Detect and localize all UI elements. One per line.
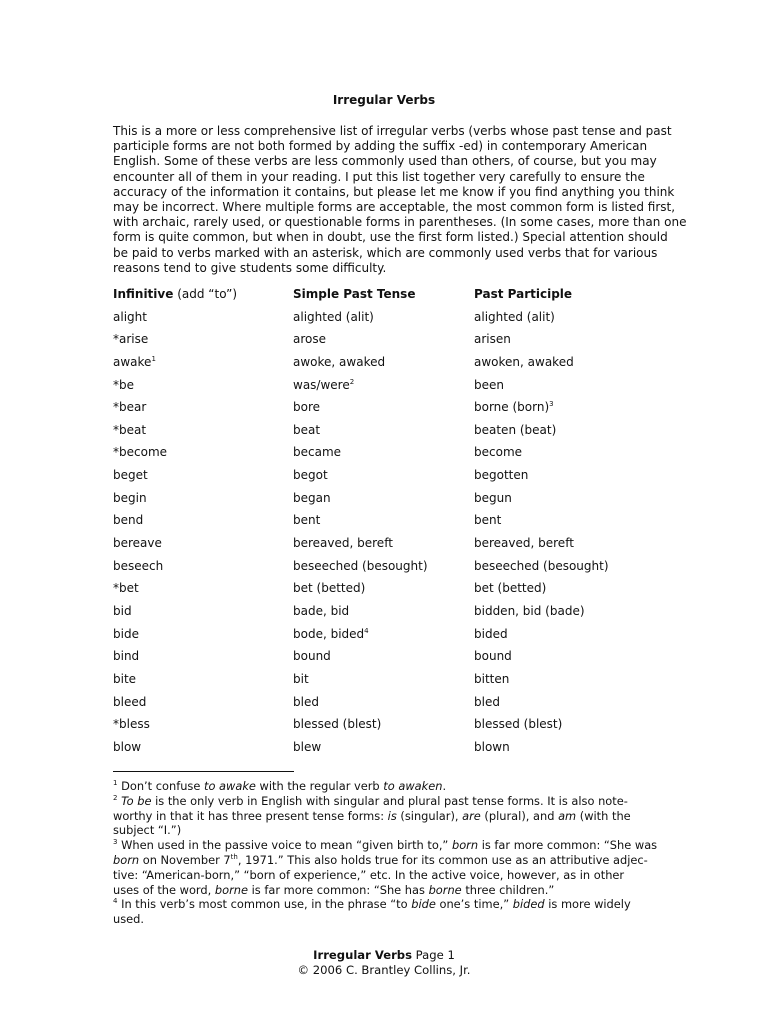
infinitive-cell: bide [113, 626, 139, 641]
past-participle-cell: bereaved, bereft [474, 536, 574, 551]
footnote-4: $^4$ In this verb’s most common use, in the phrase “to bide one’s time,” bided is more widely [113, 897, 631, 912]
footer-copyright: © 2006 C. Brantley Collins, Jr. [297, 962, 471, 977]
simple-past-cell: bled [293, 694, 319, 709]
table-row [113, 468, 673, 491]
intro-line: This is a more or less comprehensive list of irregular verbs (verbs whose past tense and past [113, 124, 672, 138]
header-infinitive: Infinitive (add “to”) [113, 287, 238, 301]
footnote-2-line: subject “I.”) [113, 823, 182, 838]
simple-past-cell: beat [293, 422, 321, 437]
past-participle-cell: beseeched (besought) [474, 558, 609, 573]
simple-past-cell: bent [293, 513, 321, 528]
simple-past-cell: alighted (alit) [293, 309, 374, 324]
intro-paragraph [113, 124, 687, 276]
simple-past-cell: began [293, 490, 331, 505]
intro-line: encounter all of them in your reading. I put this list together very carefully to ensure the [113, 169, 645, 184]
infinitive-cell: *bear [113, 400, 147, 415]
past-participle-cell: arisen [474, 332, 511, 347]
table-row [113, 717, 673, 740]
page-title: Irregular Verbs [332, 93, 436, 107]
footer-page-label: Irregular Verbs Page 1 [313, 948, 455, 962]
past-participle-cell: bet (betted) [474, 581, 547, 596]
simple-past-cell: awoke, awaked [293, 354, 386, 369]
simple-past-cell: beseeched (besought) [293, 558, 428, 573]
table-row [113, 513, 673, 536]
footnote-2-line: worthy in that it has three present tense forms: is (singular), are (plural), and am (with the [113, 808, 631, 823]
table-row [113, 672, 673, 695]
intro-line: participle forms are not both formed by adding the suffix -ed) in contemporary American [113, 139, 648, 154]
table-row [113, 649, 673, 672]
infinitive-cell: bereave [113, 536, 162, 551]
infinitive-cell: begin [113, 490, 147, 505]
table-row [113, 581, 673, 604]
past-participle-cell: become [474, 445, 523, 460]
infinitive-cell: awake$^1$ [113, 354, 156, 369]
table-row [113, 378, 673, 401]
footnote-3-line: born on November 7th, 1971.” This also holds true for its common use as an attributive adjec- [113, 852, 648, 867]
table-row [113, 310, 673, 333]
footnote-ref: 1 [151, 354, 156, 363]
simple-past-cell: arose [293, 332, 326, 347]
simple-past-cell: bound [293, 649, 331, 664]
simple-past-cell: bade, bid [293, 603, 350, 618]
past-participle-cell: begotten [474, 468, 529, 483]
infinitive-cell: *bless [113, 717, 150, 732]
table-row [113, 559, 673, 582]
infinitive-cell: beseech [113, 558, 164, 573]
header-simple-past: Simple Past Tense [293, 287, 416, 301]
simple-past-cell: bet (betted) [293, 581, 366, 596]
footnotes [113, 779, 661, 927]
table-header-row [113, 287, 673, 310]
intro-line: with archaic, rarely used, or questionable forms in parentheses. (In some cases, more than one [113, 215, 687, 230]
footnote-4-line: used. [113, 912, 145, 927]
table-row [113, 491, 673, 514]
past-participle-cell: beaten (beat) [474, 422, 557, 437]
past-participle-cell: alighted (alit) [474, 309, 555, 324]
past-participle-cell: bided [474, 626, 508, 641]
table-body [113, 310, 673, 763]
footnote-ref: 3 [549, 400, 554, 409]
intro-line: may be incorrect. Where multiple forms are acceptable, the most common form is listed first, [113, 200, 676, 215]
footnote-3-line: uses of the word, borne is far more common: “She has borne three children.” [113, 882, 555, 897]
past-participle-cell: bitten [474, 671, 510, 686]
simple-past-cell: begot [293, 468, 328, 483]
table-row [113, 332, 673, 355]
past-participle-cell: bled [474, 694, 500, 709]
infinitive-cell: alight [113, 309, 147, 324]
past-participle-cell: blessed (blest) [474, 717, 563, 732]
footnote-3: $^3$ When used in the passive voice to mean “given birth to,” born is far more common: “She was [113, 838, 658, 853]
table-row [113, 536, 673, 559]
past-participle-cell: been [474, 377, 504, 392]
past-participle-cell: begun [474, 490, 512, 505]
past-participle-cell: bound [474, 649, 512, 664]
table-row [113, 740, 673, 763]
table-row [113, 695, 673, 718]
past-participle-cell: blown [474, 739, 510, 754]
infinitive-cell: *bet [113, 581, 139, 596]
table-row [113, 627, 673, 650]
past-participle-cell: awoken, awaked [474, 354, 574, 369]
infinitive-cell: *beat [113, 422, 147, 437]
infinitive-cell: beget [113, 468, 148, 483]
footnote-divider [113, 771, 294, 772]
infinitive-cell: bend [113, 513, 144, 528]
footnote-ref: 2 [349, 377, 355, 386]
infinitive-cell: blow [113, 739, 142, 754]
infinitive-cell: bind [113, 649, 140, 664]
simple-past-cell: became [293, 445, 342, 460]
simple-past-cell: bereaved, bereft [293, 536, 393, 551]
page-footer [0, 948, 768, 977]
table-row [113, 355, 673, 378]
intro-line: English. Some of these verbs are less commonly used than others, of course, but you may [113, 154, 657, 169]
past-participle-cell: bidden, bid (bade) [474, 603, 585, 618]
footnote-3-line: tive: “American-born,” “born of experience,” etc. In the active voice, however, as in other [113, 867, 625, 882]
infinitive-cell: bid [113, 603, 132, 618]
footnote-1: $^1$ Don’t confuse to awake with the regular verb to awaken. [113, 779, 447, 793]
table-row [113, 445, 673, 468]
simple-past-cell: blew [293, 739, 322, 754]
footnote-2: $^2$ To be is the only verb in English with singular and plural past tense forms. It is also note- [113, 793, 628, 808]
simple-past-cell: bore [293, 400, 321, 415]
simple-past-cell: bit [293, 671, 309, 686]
intro-line: be paid to verbs marked with an asterisk, which are commonly used verbs that for various [113, 245, 658, 260]
past-participle-cell: bent [474, 513, 502, 528]
infinitive-cell: bite [113, 671, 137, 686]
table-row [113, 604, 673, 627]
table-row [113, 423, 673, 446]
simple-past-cell: bode, bided$^4$ [293, 626, 369, 641]
intro-line: accuracy of the information it contains, but please let me know if you find anything you think [113, 184, 675, 199]
simple-past-cell: blessed (blest) [293, 717, 382, 732]
intro-line: reasons tend to give students some difficulty. [113, 260, 387, 275]
simple-past-cell: was/were$^2$ [293, 377, 355, 392]
infinitive-cell: *arise [113, 332, 149, 347]
table-row [113, 400, 673, 423]
verb-table [113, 287, 673, 762]
footnote-ref: 4 [364, 626, 369, 635]
header-past-participle: Past Participle [474, 287, 573, 301]
infinitive-cell: *become [113, 445, 168, 460]
intro-line: form is quite common, but when in doubt, use the first form listed.) Special attention should [113, 230, 668, 245]
past-participle-cell: borne (born)$^3$ [474, 400, 554, 415]
infinitive-cell: bleed [113, 694, 147, 709]
infinitive-cell: *be [113, 377, 134, 392]
